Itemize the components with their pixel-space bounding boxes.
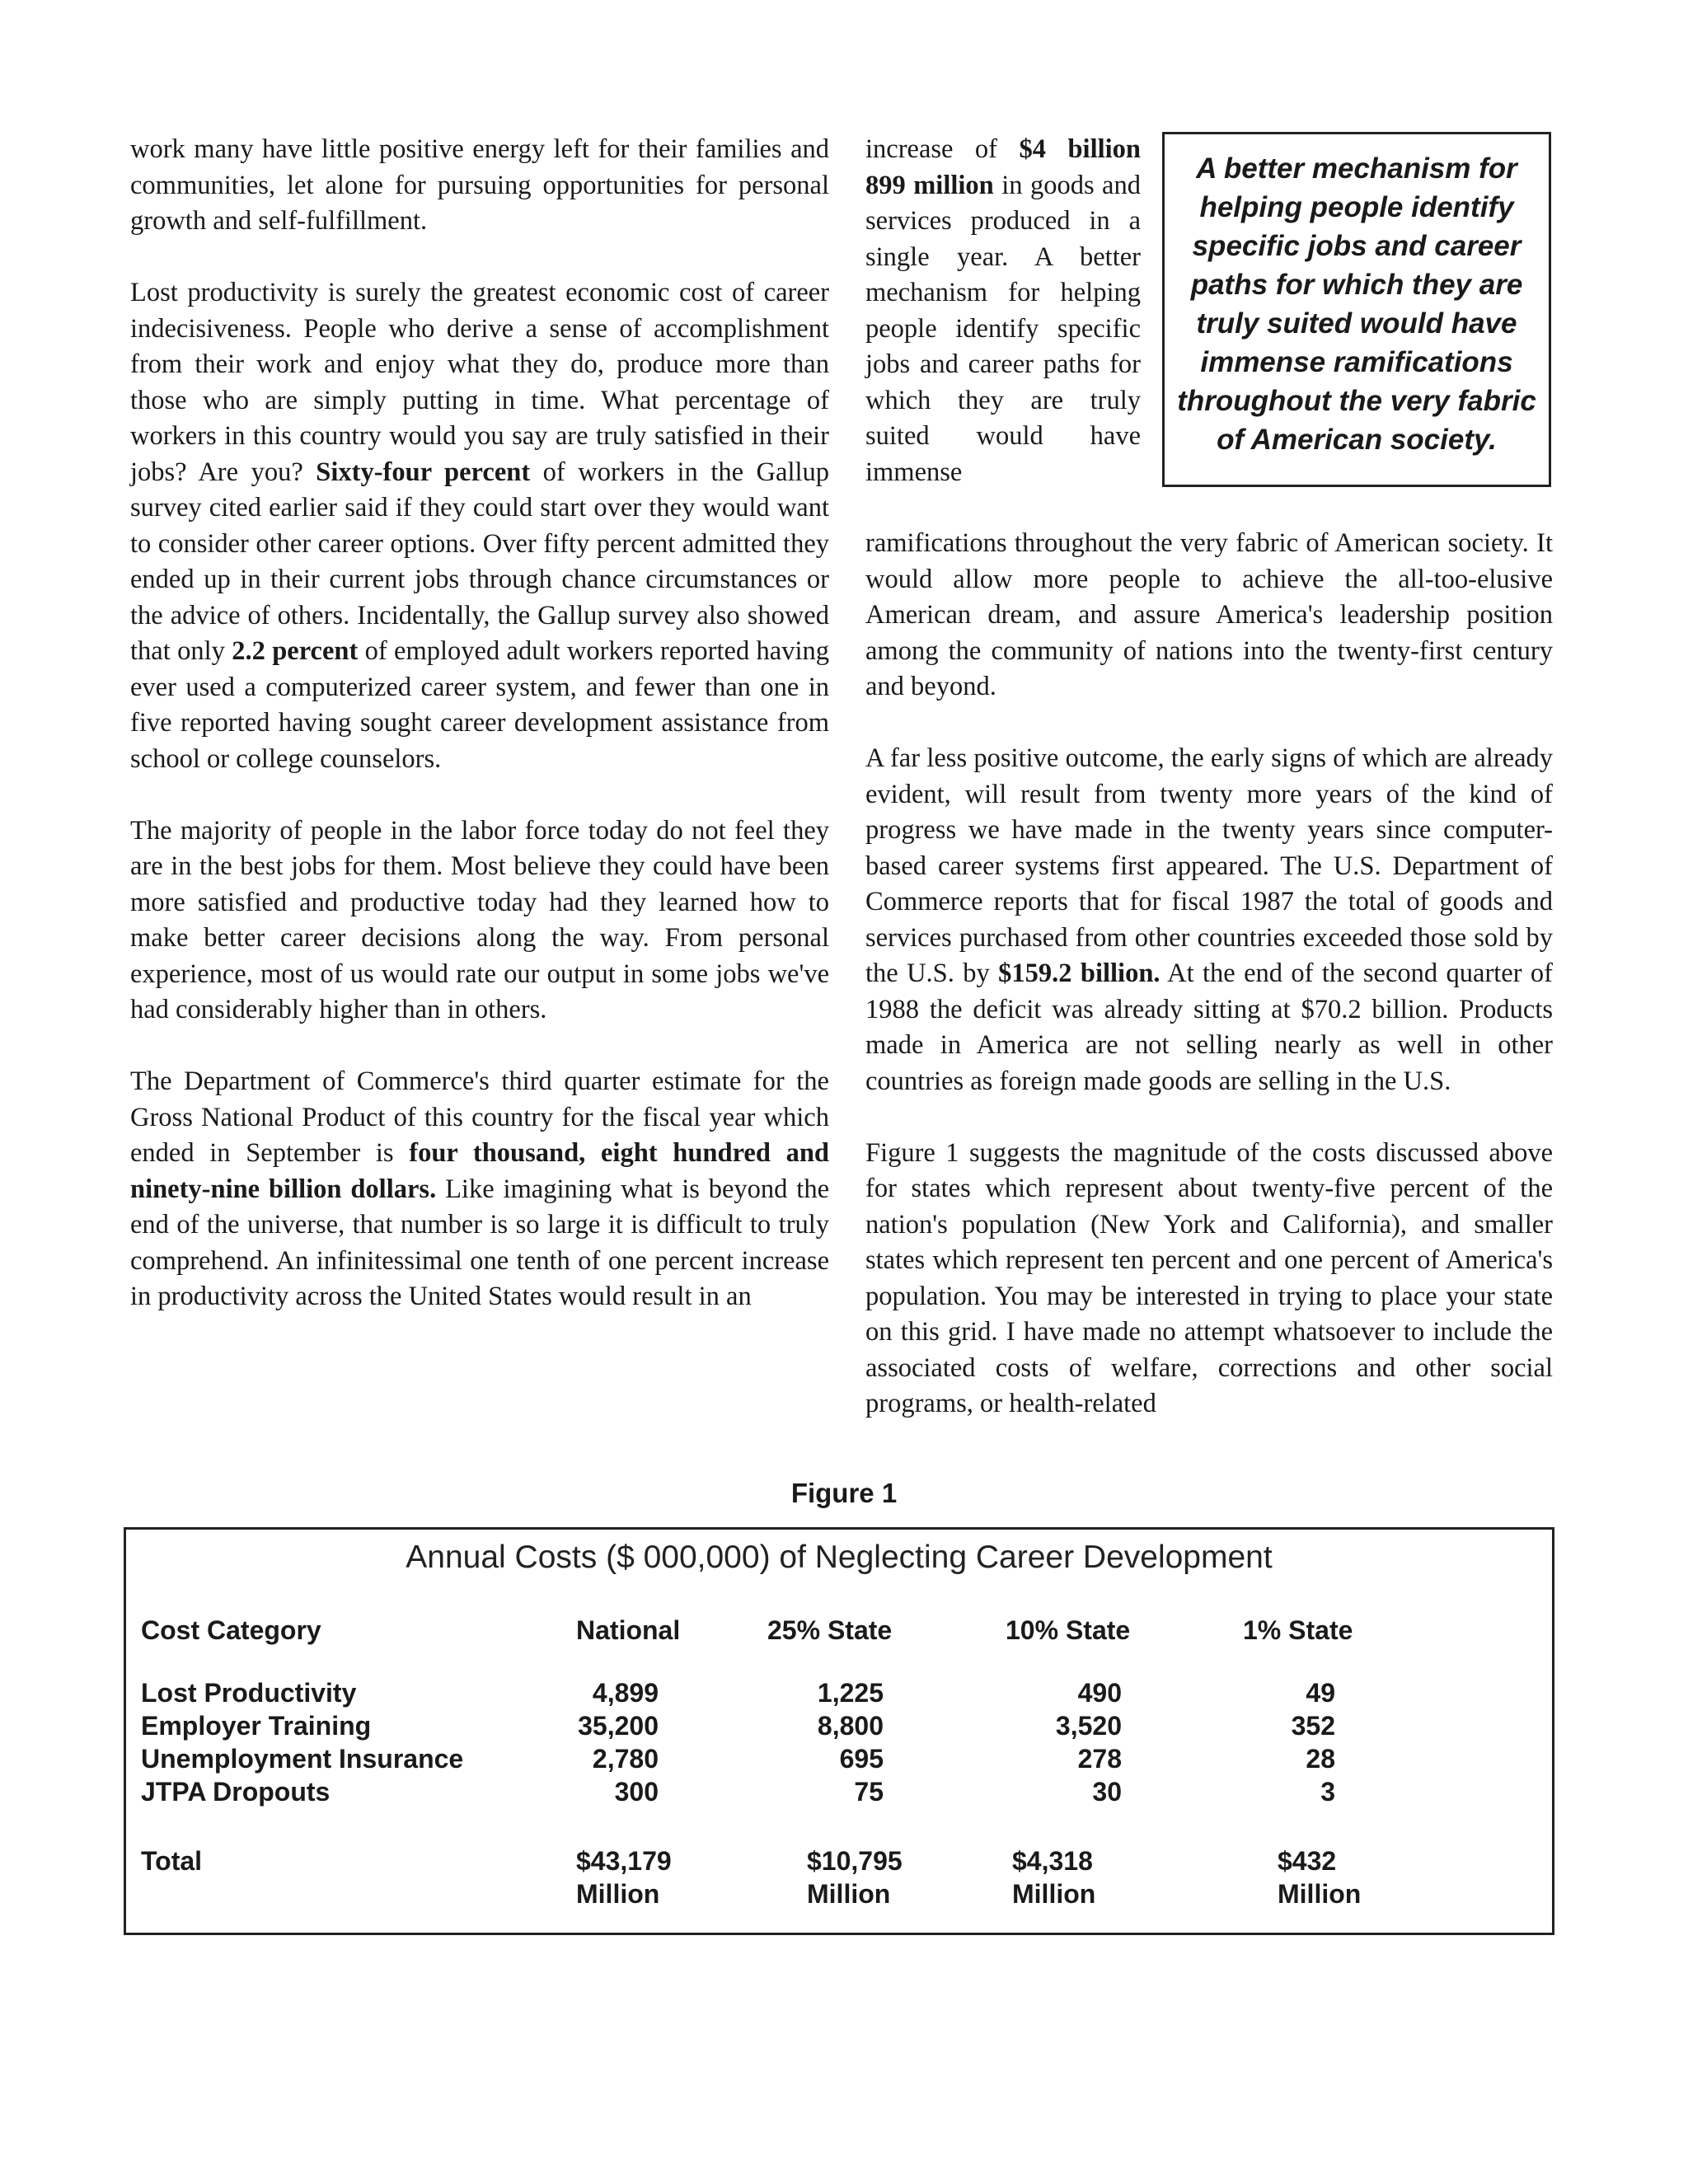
right-column: [865, 526, 1553, 1422]
total-unit: Million: [576, 1879, 660, 1909]
table-cell: 300: [614, 1777, 659, 1807]
cost-table: [124, 1527, 1554, 1935]
column-header: Cost Category: [141, 1615, 321, 1645]
paragraph: [130, 275, 829, 777]
row-label: Employer Training: [141, 1711, 372, 1741]
text-run: Lost productivity is surely the greatest economic cost of career indecisiveness. People who derive a sense of accomplishment from their work and enjoy what they do, produce more than those who are simply putting in time. What percentage of workers in this country would you say are truly satisfied in their jobs? Are you?: [130, 278, 829, 487]
paragraph: [865, 741, 1553, 1099]
column-header: National: [576, 1615, 681, 1645]
emphasis: Sixty-four percent: [316, 457, 531, 487]
total-unit: Million: [1012, 1879, 1096, 1909]
text-run: of employed adult workers reported having ever used a computerized career system, and fewer than one in five reported having sought career development assistance from school or college counselors.: [130, 636, 829, 774]
text-run: A far less positive outcome, the early signs of which are already evident, will result from twenty more years of the kind of progress we have made in the twenty years since computer-based career systems first appeared. The U.S. Department of Commerce reports that for fiscal 1987 the total of goods and services purchased from other countries exceeded those sold by the U.S. by: [865, 743, 1553, 988]
table-cell: 28: [1306, 1744, 1335, 1774]
column-header: 10% State: [1006, 1615, 1131, 1645]
text-run: Like imagining what is beyond the end of the universe, that number is so large it is difficult to truly comprehend. An infinitessimal one tenth of one percent increase in productivity across the United States would result in an: [130, 1174, 829, 1311]
table-cell: 2,780: [592, 1744, 659, 1774]
table-cell: 352: [1291, 1711, 1335, 1741]
text-run: in goods and services produced in a single year. A better mechanism for helping people identify specific jobs and career paths for which they are truly suited would have immense: [865, 170, 1141, 487]
text-run: of workers in the Gallup survey cited earlier said if they could start over they would want to consider other career options. Over fifty percent admitted they ended up in their current jobs through chance circumstances or the advice of others. Incidentally, the Gallup survey also showed that only: [130, 457, 830, 666]
row-label: Unemployment Insurance: [141, 1744, 464, 1774]
text-run: The Department of Commerce's third quarter estimate for the Gross National Product of this country for the fiscal year which ended in September is: [130, 1066, 829, 1168]
emphasis: 2.2 percent: [232, 636, 359, 666]
emphasis: $159.2 billion.: [998, 958, 1160, 988]
paragraph: [865, 132, 1141, 490]
row-label: Lost Productivity: [141, 1678, 357, 1708]
table-title: Annual Costs ($ 000,000) of Neglecting Career Development: [406, 1540, 1273, 1575]
paragraph: work many have little positive energy left for their families and communities, let alone for pursuing opportunities for personal growth and self-fulfillment.: [130, 134, 829, 236]
column-header: 1% State: [1243, 1615, 1353, 1645]
table-cell: 3,520: [1055, 1711, 1122, 1741]
paragraph: ramifications throughout the very fabric of American society. It would allow more people to achieve the all-too-elusive American dream, and assure America's leadership position among the community of nations into the twenty-first century and beyond.: [865, 528, 1553, 701]
right-column-wrap: [865, 132, 1141, 490]
paragraph: The majority of people in the labor force today do not feel they are in the best jobs for them. Most believe they could have been more satisfied and productive today had they learned how to make better career decisions along the way. From personal experience, most of us would rate our output in some jobs we've had considerably higher than in others.: [130, 815, 829, 1024]
left-column: [130, 132, 829, 1315]
table-cell: 8,800: [817, 1711, 884, 1741]
total-value: $43,179: [576, 1846, 672, 1876]
emphasis: four thousand, eight hundred and ninety-nine billion dollars.: [130, 1138, 829, 1204]
text-run: At the end of the second quarter of 1988 the deficit was already sitting at $70.2 billion. Products made in America are not selling nearly as well in other countries as foreign made goods are selling in the U.S.: [865, 958, 1553, 1096]
emphasis: $4 billion 899 million: [865, 134, 1141, 200]
text-run: increase of: [865, 134, 1020, 164]
figure-label: Figure 1: [790, 1478, 898, 1508]
total-value: $432: [1278, 1846, 1337, 1876]
table-cell: 4,899: [592, 1678, 659, 1708]
column-header: 25% State: [767, 1615, 893, 1645]
table-cell: 49: [1306, 1678, 1335, 1708]
table-cell: 30: [1092, 1777, 1122, 1807]
table-cell: 490: [1077, 1678, 1122, 1708]
table-cell: 35,200: [578, 1711, 659, 1741]
table-cell: 1,225: [817, 1678, 884, 1708]
row-label: JTPA Dropouts: [141, 1777, 331, 1807]
table-cell: 75: [854, 1777, 884, 1807]
total-label: Total: [141, 1846, 203, 1876]
total-value: $10,795: [807, 1846, 903, 1876]
paragraph: [130, 1064, 829, 1315]
pull-quote: A better mechanism for helping people identify specific jobs and career paths for which they are truly suited would have immense ramifications throughout the very fabric of American society.: [1162, 132, 1551, 487]
total-unit: Million: [1278, 1879, 1362, 1909]
total-unit: Million: [807, 1879, 891, 1909]
table-cell: 278: [1077, 1744, 1122, 1774]
paragraph: Figure 1 suggests the magnitude of the costs discussed above for states which represent about twenty-five percent of the nation's population (New York and California), and smaller states which represent ten percent and one percent of America's population. You may be interested in trying to place your state on this grid. I have made no attempt whatsoever to include the associated costs of welfare, corrections and other social programs, or health-related: [865, 1137, 1553, 1418]
total-value: $4,318: [1012, 1846, 1093, 1876]
table-cell: 695: [839, 1744, 884, 1774]
table-cell: 3: [1320, 1777, 1335, 1807]
